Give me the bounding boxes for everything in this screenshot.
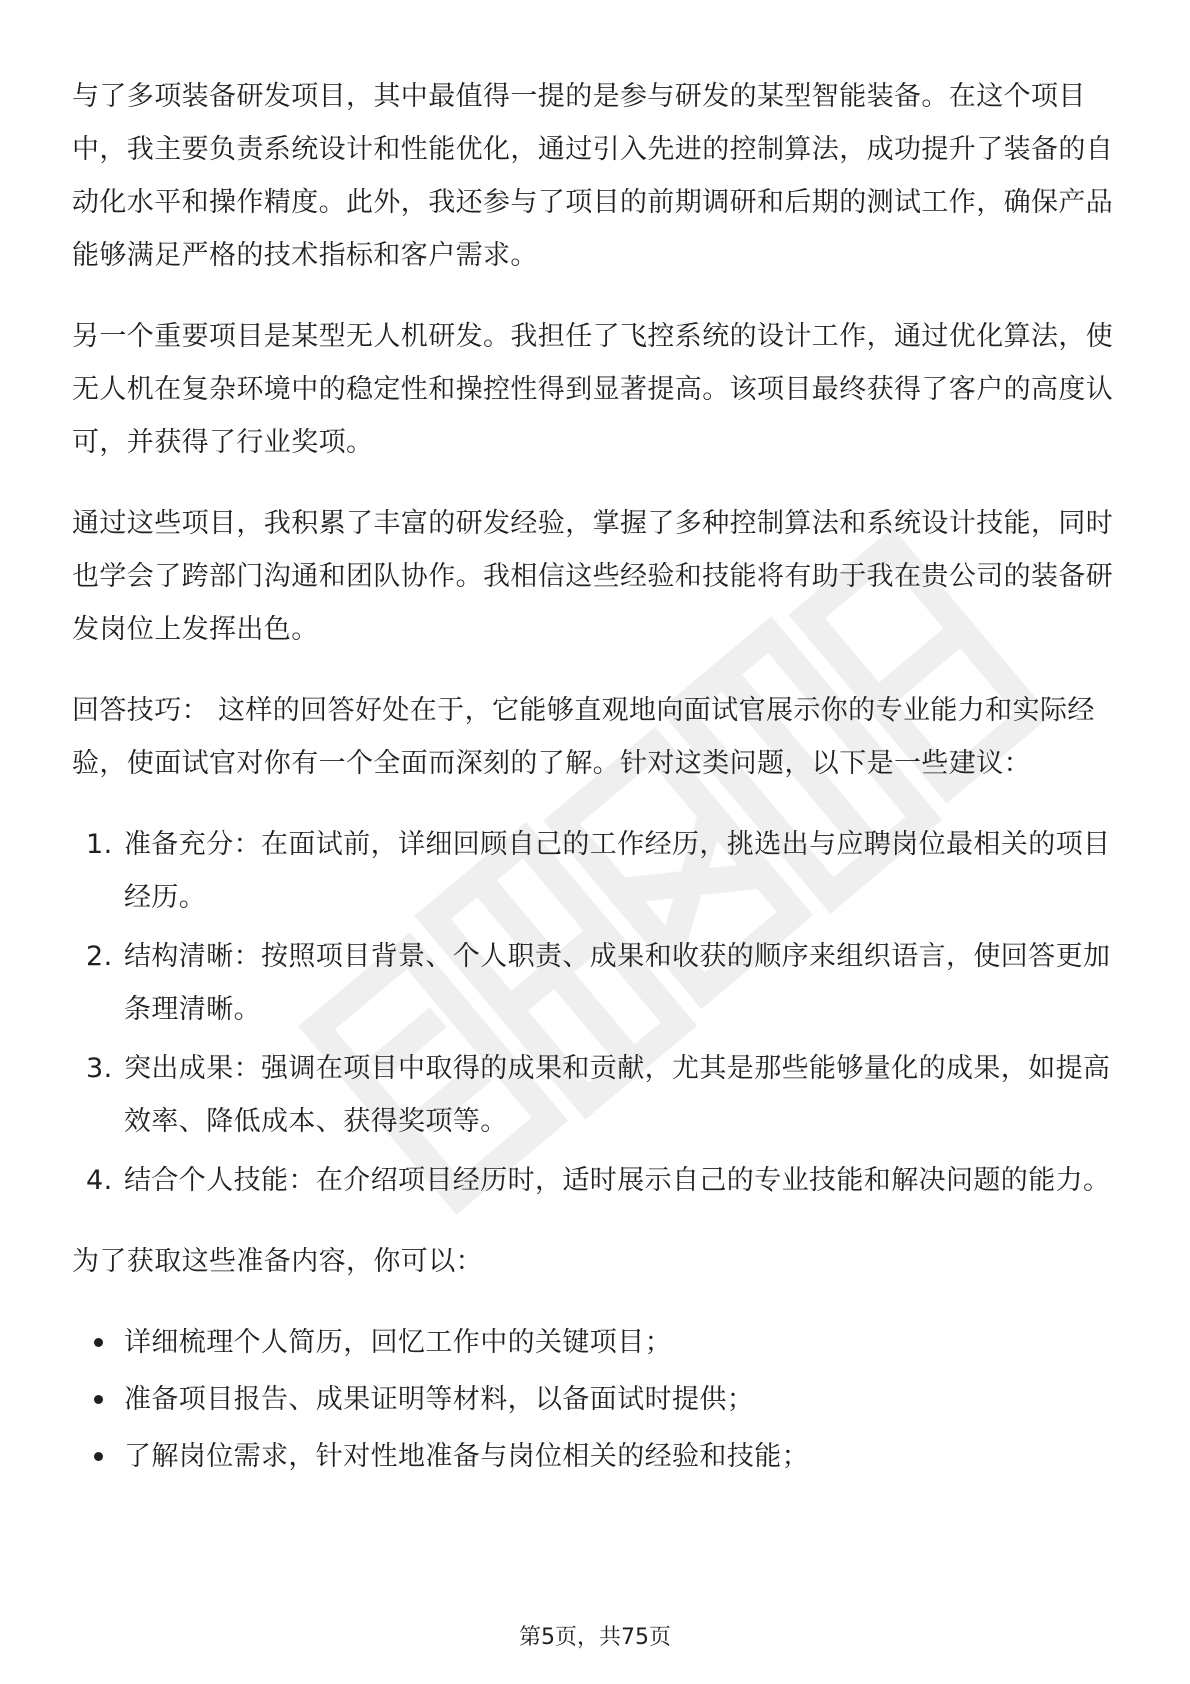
paragraph-project-2: 另一个重要项目是某型无人机研发。我担任了飞控系统的设计工作，通过优化算法，使无人机在复杂环境中的稳定性和操控性得到显著提高。该项目最终获得了客户的高度认可，并获得了行业奖项。 xyxy=(72,321,1114,458)
list-number: 4. xyxy=(86,1165,113,1196)
list-item-text: 准备项目报告、成果证明等材料，以备面试时提供； xyxy=(124,1384,755,1415)
tips-numbered-list xyxy=(72,818,1132,1207)
list-number: 2. xyxy=(86,941,113,972)
list-item xyxy=(72,1042,1132,1148)
bullet-icon xyxy=(94,1452,103,1461)
list-item xyxy=(72,1430,1132,1483)
document-page xyxy=(72,70,1132,1487)
list-item xyxy=(72,1373,1132,1426)
list-item-text: 结合个人技能：在介绍项目经历时，适时展示自己的专业技能和解决问题的能力。 xyxy=(124,1165,1111,1196)
list-number: 3. xyxy=(86,1053,113,1084)
list-item-text: 详细梳理个人简历，回忆工作中的关键项目； xyxy=(124,1327,672,1358)
list-item-text: 准备充分：在面试前，详细回顾自己的工作经历，挑选出与应聘岗位最相关的项目经历。 xyxy=(124,829,1111,913)
list-item-text: 突出成果：强调在项目中取得的成果和贡献，尤其是那些能够量化的成果，如提高效率、降低成本、获得奖项等。 xyxy=(124,1053,1111,1137)
paragraph-prep-intro: 为了获取这些准备内容，你可以： xyxy=(72,1246,483,1277)
bullet-icon xyxy=(94,1338,103,1347)
list-item xyxy=(72,1316,1132,1369)
page-footer: 第5页，共75页 xyxy=(519,1625,671,1650)
paragraph-project-1: 与了多项装备研发项目，其中最值得一提的是参与研发的某型智能装备。在这个项目中，我主要负责系统设计和性能优化，通过引入先进的控制算法，成功提升了装备的自动化水平和操作精度。此外，我还参与了项目的前期调研和后期的测试工作，确保产品能够满足严格的技术指标和客户需求。 xyxy=(72,81,1114,271)
list-number: 1. xyxy=(86,829,113,860)
paragraph-answer-tips: 回答技巧： 这样的回答好处在于，它能够直观地向面试官展示你的专业能力和实际经验，使面试官对你有一个全面而深刻的了解。针对这类问题，以下是一些建议： xyxy=(72,695,1095,779)
paragraph-summary: 通过这些项目，我积累了丰富的研发经验，掌握了多种控制算法和系统设计技能，同时也学会了跨部门沟通和团队协作。我相信这些经验和技能将有助于我在贵公司的装备研发岗位上发挥出色。 xyxy=(72,508,1114,645)
list-item xyxy=(72,818,1132,924)
bullet-icon xyxy=(94,1395,103,1404)
list-item-text: 了解岗位需求，针对性地准备与岗位相关的经验和技能； xyxy=(124,1441,809,1472)
list-item-text: 结构清晰：按照项目背景、个人职责、成果和收获的顺序来组织语言，使回答更加条理清晰。 xyxy=(124,941,1111,1025)
list-item xyxy=(72,1154,1132,1207)
prep-bullet-list xyxy=(72,1316,1132,1483)
list-item xyxy=(72,930,1132,1036)
